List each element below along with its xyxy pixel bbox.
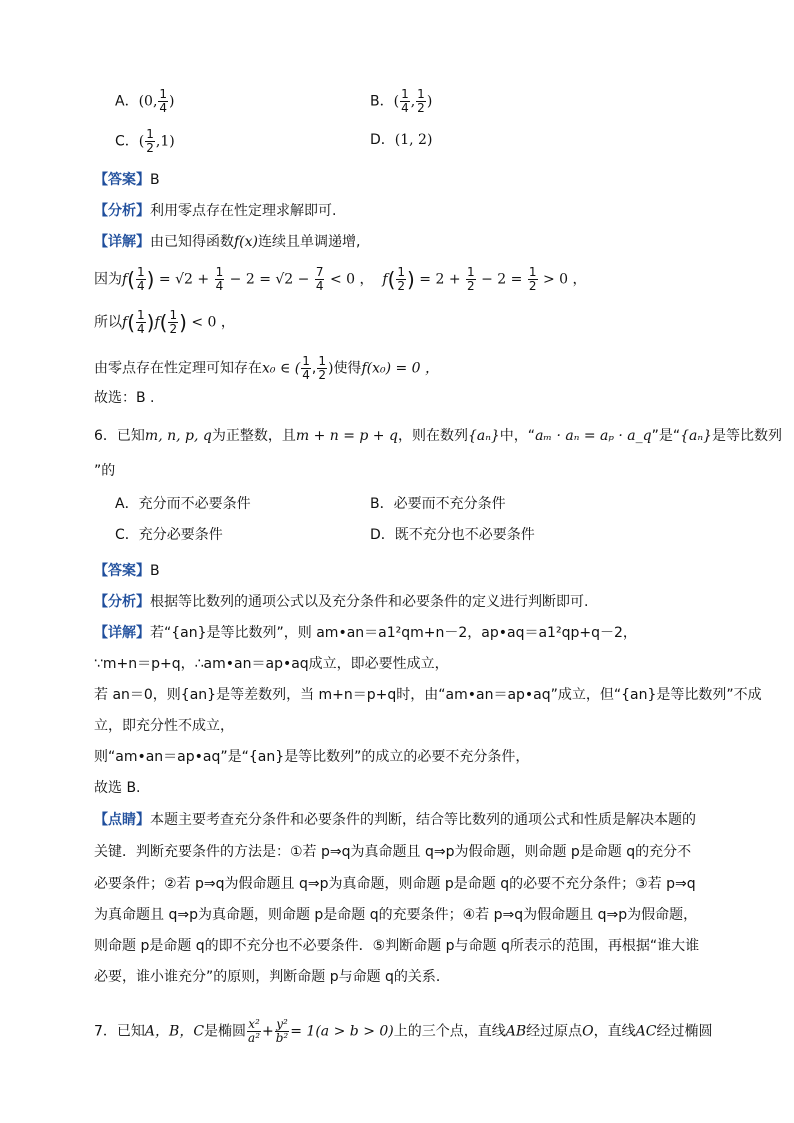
fraction [317, 355, 327, 382]
math-text: ) [426, 93, 433, 110]
detail-line: 则“am•an＝ap•aq”是“{an}是等比数列”的成立的必要不充分条件， [94, 749, 530, 765]
numerator: 1 [417, 87, 425, 101]
calc-line [94, 266, 587, 293]
analysis-line [94, 592, 588, 612]
paren: ( [387, 267, 396, 292]
math-text: = 2 + [419, 271, 461, 288]
detail-text: 连续且单调递增, [258, 234, 361, 250]
option-b [370, 88, 432, 115]
denominator: 2 [169, 322, 178, 336]
math-text: < 0 ， [191, 314, 235, 331]
stem-text: 为正整数，且 [211, 428, 296, 444]
answer-value: B [150, 563, 160, 579]
math-text: AC [635, 1023, 657, 1040]
math-text: f [122, 271, 128, 288]
math-text: f(x₀) = 0 ， [361, 360, 440, 377]
answer-tag: 【答案】 [94, 563, 150, 579]
fraction [168, 309, 178, 336]
fraction [136, 309, 146, 336]
numerator: 1 [318, 354, 326, 368]
fraction [400, 88, 410, 115]
denominator: 2 [397, 279, 406, 293]
fraction [247, 1018, 261, 1045]
denominator: 2 [467, 279, 475, 293]
fraction [145, 128, 155, 155]
answer-tag: 【答案】 [94, 172, 150, 188]
answer-value: B [150, 172, 160, 188]
denominator: 4 [137, 279, 145, 293]
question-7-stem: 7．已知A，B，C是椭圆 $\frac{\text{x²}}{\text{a²}}$ + $\frac{\text{y²}}{\text{b²}}$ = 1(a > b > 0)上的三个点，直线AB经过原点O，直线AC经过椭圆 [94, 1017, 713, 1045]
zero-line: 由零点存在性定理可知存在x₀ ∈ ( $\frac{1}{4}$ , $\frac{1}{2}$ )使得f(x₀) = 0 ， [94, 354, 440, 382]
question-6-stem [94, 426, 782, 446]
fraction [396, 266, 406, 293]
denominator: 2 [146, 141, 154, 155]
detail-text: 因为 [94, 271, 122, 288]
stem-text: 7．已知 [94, 1023, 145, 1040]
fraction [275, 1018, 290, 1045]
option-d: D．既不充分也不必要条件 [370, 527, 535, 543]
comment-text: 本题主要考查充分条件和必要条件的判断，结合等比数列的通项公式和性质是解决本题的 [150, 812, 696, 828]
numerator: 1 [146, 127, 154, 141]
numerator: 1 [215, 265, 224, 279]
numerator: 1 [137, 308, 145, 322]
detail-text: 由零点存在性定理可知存在 [94, 360, 262, 377]
paren: ( [159, 310, 168, 335]
stem-text: ，直线 [593, 1023, 636, 1040]
comment-line [94, 810, 696, 830]
question-6-stem-cont: ”的 [94, 463, 116, 479]
detail-text: 由已知得函数 [150, 234, 234, 250]
stem-text: 经过椭圆 [656, 1023, 713, 1040]
stem-text: 6．已知 [94, 428, 145, 444]
denominator: 4 [302, 368, 310, 382]
math-text: − 2 = √2 − [229, 271, 310, 288]
stem-text: ，则在数列 [397, 428, 468, 444]
math-text: ) [169, 93, 175, 110]
numerator: 1 [159, 87, 168, 101]
analysis-text: 根据等比数列的通项公式以及充分条件和必要条件的定义进行判断即可. [150, 594, 589, 610]
comment-line: 为真命题且 q⇒p为真命题，则命题 p是命题 q的充要条件；④若 p⇒q为假命题且 q⇒p为假命题， [94, 907, 698, 923]
denominator: b² [275, 1031, 289, 1045]
analysis-tag: 【分析】 [94, 203, 150, 219]
math-text: , [410, 93, 416, 110]
option-b: B．必要而不充分条件 [370, 496, 506, 512]
math-text: ,1) [155, 133, 175, 150]
denominator: 4 [215, 279, 224, 293]
stem-text: ”是“ [651, 428, 681, 444]
comment-tag: 【点睛】 [94, 812, 150, 828]
detail-text: 若“{an}是等比数列”，则 am•an＝a1²qm+n－2，ap•aq＝a1²qp+q－2， [150, 625, 637, 641]
math-text: O [582, 1023, 594, 1040]
numerator: 1 [467, 265, 475, 279]
math-text: A，B，C [144, 1023, 205, 1040]
paren: ( [127, 267, 135, 292]
choose-line: 故选：B . [94, 390, 155, 406]
denominator: 4 [159, 101, 168, 115]
analysis-line [94, 201, 336, 221]
numerator: 1 [397, 265, 406, 279]
so-line [94, 309, 235, 336]
math-text: f(x) [234, 234, 259, 250]
detail-line: ∵m+n＝p+q，∴am•an＝ap•aq成立，即必要性成立， [94, 656, 449, 672]
math-text: = 1(a > b > 0) [290, 1023, 394, 1040]
math-text: (0, [138, 93, 158, 110]
option-c: C．充分必要条件 [115, 527, 223, 543]
numerator: 1 [401, 87, 409, 101]
detail-line: 立，即充分性不成立， [94, 718, 234, 734]
option-d [370, 130, 432, 150]
detail-text: 所以 [94, 314, 122, 331]
stem-text: 是等比数列 [711, 428, 782, 444]
denominator: a² [248, 1031, 261, 1045]
option-a [115, 88, 175, 115]
comment-line: 则命题 p是命题 q的即不充分也不必要条件．⑤判断命题 p与命题 q所表示的范围，再根据“谁大谁 [94, 938, 700, 954]
detail-line [94, 232, 360, 252]
math-text: > 0 ， [542, 271, 587, 288]
detail-line: 故选 B. [94, 780, 141, 796]
fraction [301, 355, 311, 382]
fraction [528, 266, 538, 293]
option-c [115, 128, 175, 155]
math-text: ( [138, 133, 145, 150]
option-a: A．充分而不必要条件 [115, 496, 251, 512]
paren: ( [127, 310, 135, 335]
paren: ) [146, 267, 155, 292]
fraction [466, 266, 476, 293]
stem-text: 中，“ [499, 428, 536, 444]
numerator: 1 [528, 265, 537, 279]
stem-text: 上的三个点，直线 [393, 1023, 506, 1040]
option-label: A． [115, 93, 139, 110]
math-text: ) [327, 360, 334, 377]
numerator: y² [276, 1017, 288, 1031]
option-label: B． [370, 93, 394, 110]
fraction [215, 266, 225, 293]
numerator: 1 [169, 308, 178, 322]
math-text: x₀ ∈ ( [262, 360, 301, 377]
detail-tag: 【详解】 [94, 625, 150, 641]
detail-line: 若 an＝0，则{an}是等差数列，当 m+n＝p+q时，由“am•an＝ap•aq”成立，但“{an}是等比数列”不成 [94, 687, 762, 703]
paren: ) [146, 310, 155, 335]
denominator: 2 [318, 368, 326, 382]
comment-line: 关键．判断充要条件的方法是：①若 p⇒q为真命题且 q⇒p为假命题，则命题 p是命题 q的充分不 [94, 844, 692, 860]
math-text: f [154, 314, 160, 331]
math-text: = √2 + [158, 271, 210, 288]
math-text: aₘ · aₙ = aₚ · a_q [535, 428, 652, 444]
math-text: AB [505, 1023, 527, 1040]
stem-text: 经过原点 [526, 1023, 583, 1040]
analysis-text: 利用零点存在性定理求解即可. [150, 203, 337, 219]
numerator: 7 [315, 265, 324, 279]
math-text: m, n, p, q [144, 428, 212, 444]
denominator: 2 [528, 279, 537, 293]
numerator: 1 [302, 354, 310, 368]
math-text: − 2 = [481, 271, 523, 288]
math-text: < 0 ， [329, 271, 374, 288]
analysis-tag: 【分析】 [94, 594, 150, 610]
denominator: 2 [417, 101, 425, 115]
detail-tag: 【详解】 [94, 234, 150, 250]
denominator: 4 [315, 279, 324, 293]
math-text: {aₙ} [467, 428, 500, 444]
math-text: m + n = p + q [295, 428, 398, 444]
math-text: f [122, 314, 128, 331]
answer-line [94, 561, 160, 581]
math-text: {aₙ} [680, 428, 712, 444]
comment-line: 必要条件；②若 p⇒q为假命题且 q⇒p为真命题，则命题 p是命题 q的必要不充分条件；③若 p⇒q [94, 876, 696, 892]
paren: ) [179, 310, 187, 335]
numerator: x² [248, 1017, 260, 1031]
stem-text: 是椭圆 [204, 1023, 247, 1040]
denominator: 4 [137, 322, 145, 336]
numerator: 1 [137, 265, 145, 279]
fraction [158, 88, 168, 115]
math-text: (1, 2) [394, 132, 433, 148]
fraction [315, 266, 325, 293]
option-label: C． [115, 133, 139, 150]
paren: ) [407, 267, 415, 292]
comment-line: 必要，谁小谁充分”的原则，判断命题 p与命题 q的关系． [94, 969, 450, 985]
fraction [416, 88, 426, 115]
math-text: ( [393, 93, 400, 110]
detail-text: 使得 [333, 360, 362, 377]
fraction [136, 266, 146, 293]
detail-line [94, 623, 637, 643]
option-label: D． [370, 132, 395, 148]
answer-line [94, 170, 160, 190]
denominator: 4 [401, 101, 409, 115]
math-text: f [382, 271, 388, 288]
